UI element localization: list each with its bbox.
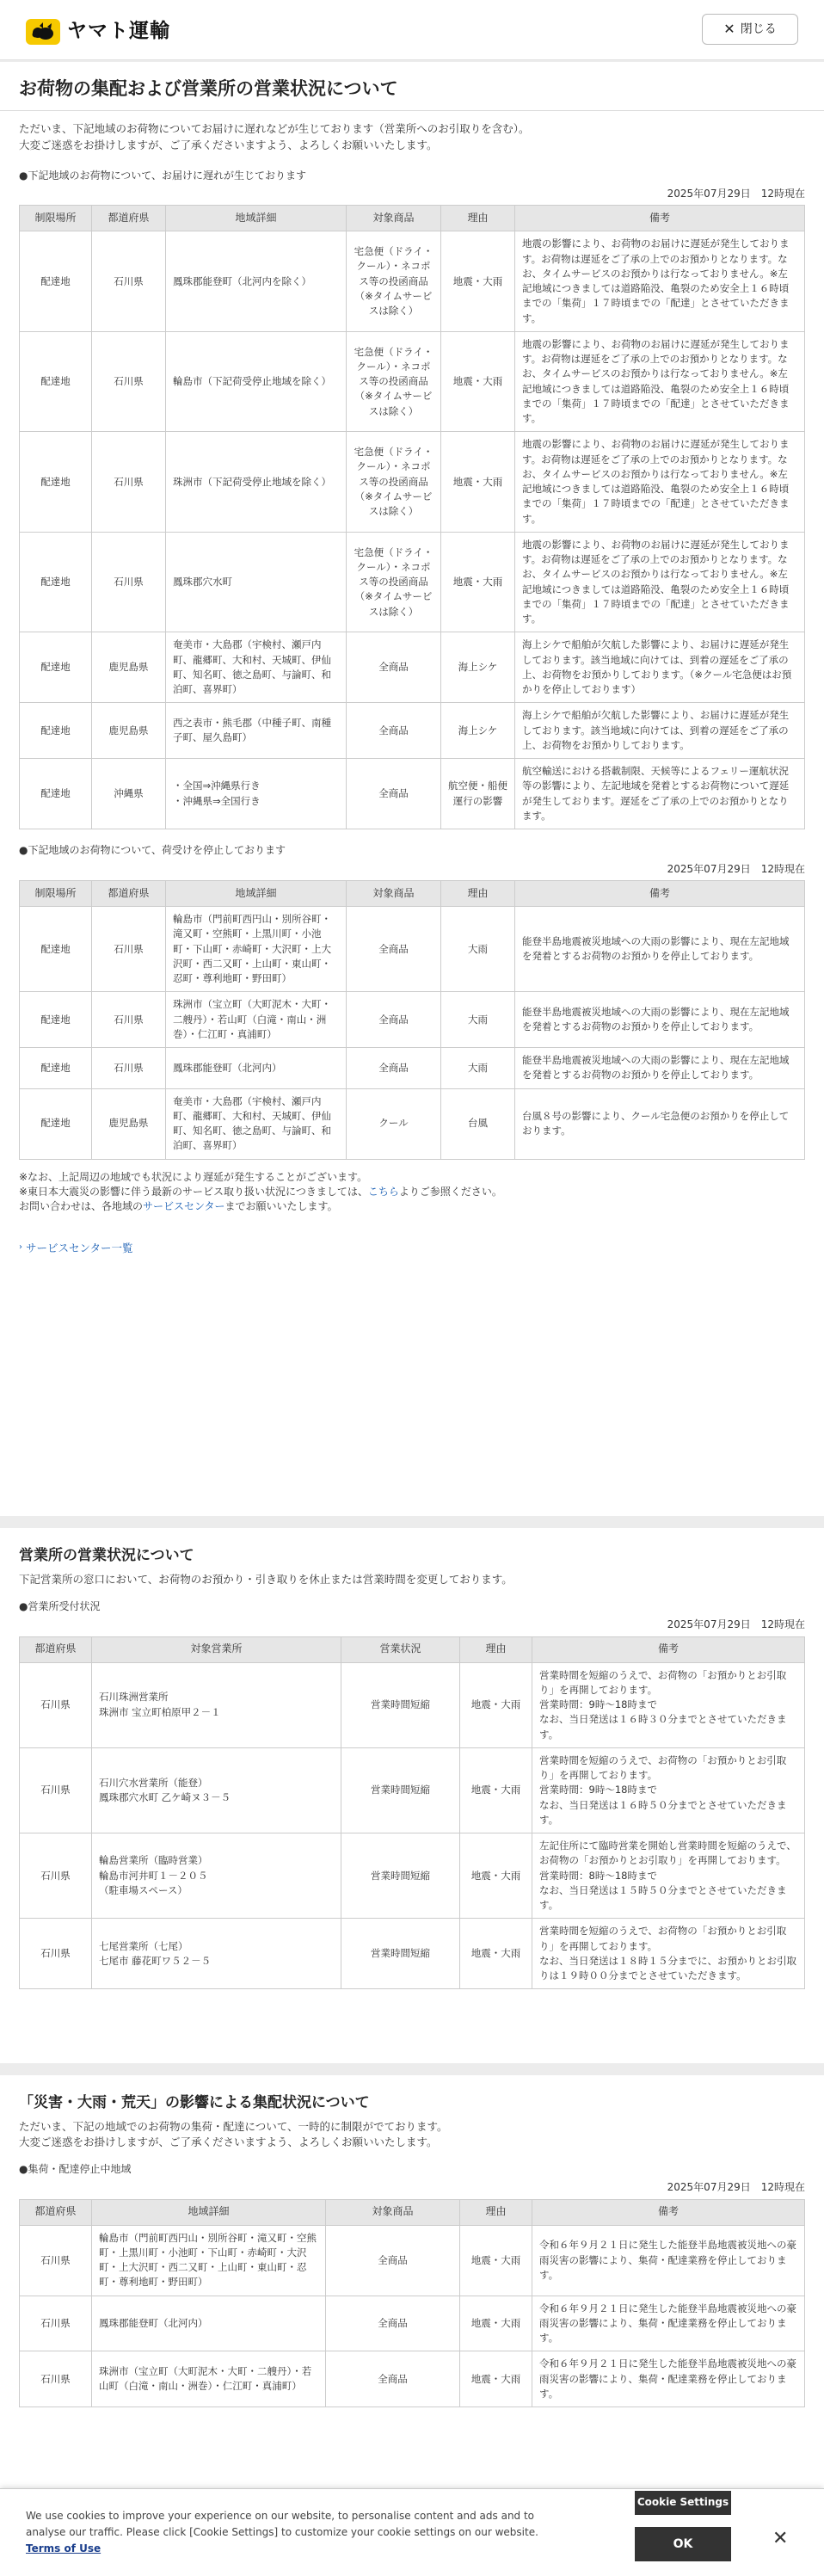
table-cell: 令和６年９月２１日に発生した能登半島地震被災地への豪雨災害の影響により、集荷・配達業務を停止しております。 (532, 2351, 805, 2407)
cookie-message: We use cookies to improve your experience on our website, to personalise content and ads and to analyse our traffic. Please click [Cookie Settings] to customize your cookie settings on our website. (26, 2510, 538, 2539)
table-cell: 配達地 (20, 1088, 92, 1159)
table-cell: 地震・大雨 (460, 2225, 532, 2296)
table-cell: 石川県 (92, 532, 166, 632)
tohoku-info-link[interactable]: こちら (367, 1185, 399, 1198)
table-cell: 地震・大雨 (460, 1919, 532, 1989)
table-cell: 輪島市（門前町西円山・別所谷町・滝又町・空熊町・上黒川町・小池町・下山町・赤崎町・大沢町・上大沢町・西二又町・上山町・東山町・忍町・尊利地町・野田町） (166, 907, 347, 992)
table-cell: 石川県 (20, 2225, 92, 2296)
table-cell: 配達地 (20, 907, 92, 992)
table-cell: 全商品 (347, 703, 441, 759)
table-cell: 珠洲市（下記荷受停止地域を除く） (166, 432, 347, 533)
table-cell: 地震の影響により、お荷物のお届けに遅延が発生しております。お荷物は遅延をご了承の上でのお預かりとなります。なお、タイムサービスのお預かりは行なっておりません。※左記地域につきましては道路陥没、亀裂のため安全上１６時頃までの「集荷」１７時頃までの「配達」とさせていただきます。 (515, 432, 805, 533)
table-cell: 奄美市・大島郡（宇検村、瀬戸内町、龍郷町、大和村、天城町、伊仙町、知名町、徳之島町、与論町、和泊町、喜界町） (166, 1088, 347, 1159)
table-cell: 鳳珠郡能登町（北河内） (166, 1048, 347, 1089)
table-cell: 地震・大雨 (460, 1833, 532, 1919)
table-cell: 配達地 (20, 432, 92, 533)
table-cell: 石川県 (20, 1833, 92, 1919)
table-cell: 宅急便（ドライ・クール）・ネコポス等の投函商品（※タイムサービスは除く） (347, 532, 441, 632)
table-cell: 石川県 (20, 1919, 92, 1989)
table-cell: 能登半島地震被災地域への大雨の影響により、現在左記地域を発着とするお荷物のお預かりを停止しております。 (515, 992, 805, 1048)
table-cell: 石川県 (20, 2296, 92, 2351)
table-cell: 輪島市（下記荷受停止地域を除く） (166, 331, 347, 432)
table-row (20, 2296, 805, 2351)
table-row (20, 331, 805, 432)
delay-table (19, 205, 805, 829)
table-cell: 航空輸送における搭載制限、天候等によるフェリー運航状況等の影響により、左記地域を発着とするお荷物について遅延が発生しております。遅延をご了承の上でのお預かりとなります。 (515, 759, 805, 829)
table-cell: 宅急便（ドライ・クール）・ネコポス等の投函商品（※タイムサービスは除く） (347, 231, 441, 332)
table-cell: 配達地 (20, 703, 92, 759)
note-line-2 (19, 1185, 805, 1199)
kuroneko-cat-icon (26, 19, 60, 45)
table-cell: 営業時間を短縮のうえで、お荷物の「お預かりとお引取り」を再開しております。 営業時間：9時～18時まで なお、当日発送は１６時５０分までとさせていただきます。 (532, 1747, 805, 1833)
table-cell: 地震・大雨 (441, 231, 515, 332)
table-cell: 配達地 (20, 992, 92, 1048)
table-cell: 営業時間短縮 (341, 1919, 460, 1989)
terms-of-use-link[interactable]: Terms of Use (26, 2542, 101, 2555)
logo-text: ヤマト運輸 (67, 20, 170, 42)
table-cell: 奄美市・大島郡（宇検村、瀬戸内町、龍郷町、大和村、天城町、伊仙町、知名町、徳之島町、与論町、和泊町、喜界町） (166, 632, 347, 703)
table-row (20, 703, 805, 759)
table-cell: 七尾営業所（七尾） 七尾市 藤花町ワ５２－５ (92, 1919, 341, 1989)
table-cell: 地震・大雨 (460, 2296, 532, 2351)
table-cell: 全商品 (347, 907, 441, 992)
table-row (20, 231, 805, 332)
column-header: 備考 (515, 881, 805, 907)
table-cell: 営業時間を短縮のうえで、お荷物の「お預かりとお引取り」を再開しております。 営業時間：9時～18時まで なお、当日発送は１６時３０分までとさせていただきます。 (532, 1662, 805, 1747)
service-center-list-label: サービスセンター一覧 (26, 1241, 133, 1254)
table-cell: 鳳珠郡穴水町 (166, 532, 347, 632)
table-cell: 台風８号の影響により、クール宅急便のお預かりを停止しております。 (515, 1088, 805, 1159)
page-title: お荷物の集配および営業所の営業状況について (19, 78, 398, 99)
cookie-text (26, 2508, 542, 2558)
table-row (20, 432, 805, 533)
column-header: 地域詳細 (92, 2199, 326, 2225)
table-cell: 石川県 (20, 2351, 92, 2407)
table-cell: 配達地 (20, 532, 92, 632)
column-header: 制限場所 (20, 881, 92, 907)
table-cell: 海上シケ (441, 703, 515, 759)
table-row (20, 1088, 805, 1159)
column-header: 理由 (441, 206, 515, 231)
table-cell: 沖縄県 (92, 759, 166, 829)
disaster-subtitle: ●集荷・配達停止中地域 (19, 2162, 132, 2175)
office-subtitle: ●営業所受付状況 (19, 1599, 101, 1612)
intro-line-2: 大変ご迷惑をお掛けしますが、ご了承くださいますよう、よろしくお願いいたします。 (19, 138, 438, 151)
main-content (0, 62, 824, 1516)
table-cell: 輪島市（門前町西円山・別所谷町・滝又町・空熊町・上黒川町・小池町・下山町・赤崎町・大沢町・上大沢町・西二又町・上山町・東山町・忍町・尊利地町・野田町） (92, 2225, 326, 2296)
column-header: 理由 (460, 2199, 532, 2225)
table-cell: 地震の影響により、お荷物のお届けに遅延が発生しております。お荷物は遅延をご了承の上でのお預かりとなります。なお、タイムサービスのお預かりは行なっておりません。※左記地域につきましては道路陥没、亀裂のため安全上１６時頃までの「集荷」１７時頃までの「配達」とさせていただきます。 (515, 331, 805, 432)
column-header: 備考 (532, 1636, 805, 1662)
table-row (20, 2225, 805, 2296)
office-section-title: 営業所の営業状況について (19, 1547, 194, 1564)
cookie-close-icon[interactable]: ✕ (772, 2528, 789, 2549)
table-cell: 地震・大雨 (460, 1662, 532, 1747)
table-cell: 全商品 (347, 992, 441, 1048)
table-cell: 西之表市・熊毛郡（中種子町、南種子町、屋久島町） (166, 703, 347, 759)
notes-block (19, 1170, 805, 1215)
table-cell: 輪島営業所（臨時営業） 輪島市河井町１－２０５ （駐車場スペース） (92, 1833, 341, 1919)
table-cell: ・全国⇒沖縄県行き ・沖縄県⇒全国行き (166, 759, 347, 829)
table-cell: 航空便・船便運行の影響 (441, 759, 515, 829)
cookie-banner (0, 2488, 824, 2576)
table-cell: 宅急便（ドライ・クール）・ネコポス等の投函商品（※タイムサービスは除く） (347, 331, 441, 432)
table-cell: 令和６年９月２１日に発生した能登半島地震被災地への豪雨災害の影響により、集荷・配達業務を停止しております。 (532, 2225, 805, 2296)
disaster-section (0, 2075, 824, 2488)
table-cell: 石川県 (92, 992, 166, 1048)
table-cell: 左記住所にて臨時営業を開始し営業時間を短縮のうえで、お荷物の「お預かりとお引取り」を再開しております。 営業時間：8時～18時まで なお、当日発送は１５時５０分までとさせていただきます。 (532, 1833, 805, 1919)
table-cell: 台風 (441, 1088, 515, 1159)
note-line-3 (19, 1199, 805, 1214)
table-row (20, 907, 805, 992)
table-cell: 石川県 (92, 231, 166, 332)
table-cell: 能登半島地震被災地域への大雨の影響により、現在左記地域を発着とするお荷物のお預かりを停止しております。 (515, 907, 805, 992)
table-cell: 令和６年９月２１日に発生した能登半島地震被災地への豪雨災害の影響により、集荷・配達業務を停止しております。 (532, 2296, 805, 2351)
column-header: 備考 (532, 2199, 805, 2225)
note-line-1: ※なお、上記周辺の地域でも状況により遅延が発生することがございます。 (19, 1170, 368, 1183)
table-cell: 地震・大雨 (441, 331, 515, 432)
table-cell: 全商品 (347, 1048, 441, 1089)
column-header: 地域詳細 (166, 206, 347, 231)
table-row (20, 1919, 805, 1989)
close-icon: ✕ (723, 21, 735, 38)
title-divider (0, 110, 824, 111)
table-cell: 営業時間短縮 (341, 1662, 460, 1747)
table-cell: 営業時間短縮 (341, 1833, 460, 1919)
table-cell: 石川県 (20, 1662, 92, 1747)
column-header: 都道府県 (20, 2199, 92, 2225)
note-line-3-text: お問い合わせは、各地域の (19, 1200, 144, 1213)
note-line-3-tail: までお願いいたします。 (224, 1200, 338, 1213)
stop-date: 2025年07月29日 12時現在 (667, 862, 805, 875)
stop-table (19, 880, 805, 1160)
cookie-ok-button[interactable]: OK (635, 2527, 731, 2561)
table-cell: 全商品 (326, 2351, 460, 2407)
table-cell: クール (347, 1088, 441, 1159)
table-cell: 地震・大雨 (460, 1747, 532, 1833)
table-row (20, 632, 805, 703)
table-cell: 地震・大雨 (460, 2351, 532, 2407)
column-header: 対象商品 (347, 881, 441, 907)
table-cell: 地震の影響により、お荷物のお届けに遅延が発生しております。お荷物は遅延をご了承の上でのお預かりとなります。なお、タイムサービスのお預かりは行なっておりません。※左記地域につきましては道路陥没、亀裂のため安全上１６時頃までの「集荷」１７時頃までの「配達」とさせていただきます。 (515, 532, 805, 632)
table-cell: 地震の影響により、お荷物のお届けに遅延が発生しております。お荷物は遅延をご了承の上でのお預かりとなります。なお、タイムサービスのお預かりは行なっておりません。※左記地域につきましては道路陥没、亀裂のため安全上１６時頃までの「集荷」１７時頃までの「配達」とさせていただきます。 (515, 231, 805, 332)
column-header: 対象商品 (326, 2199, 460, 2225)
table-cell: 全商品 (326, 2296, 460, 2351)
table-cell: 宅急便（ドライ・クール）・ネコポス等の投函商品（※タイムサービスは除く） (347, 432, 441, 533)
table-cell: 石川県 (92, 331, 166, 432)
office-table (19, 1636, 805, 1990)
intro-line-1: ただいま、下記地域のお荷物についてお届けに遅れなどが生じております（営業所へのお引取りを含む）。 (19, 122, 530, 136)
table-cell: 能登半島地震被災地域への大雨の影響により、現在左記地域を発着とするお荷物のお預かりを停止しております。 (515, 1048, 805, 1089)
table-cell: 大雨 (441, 992, 515, 1048)
table-cell: 全商品 (347, 759, 441, 829)
chevron-right-icon: › (19, 1242, 22, 1253)
disaster-intro-line-1: ただいま、下記の地域でのお荷物の集荷・配達について、一時的に制限がでております。 (19, 2119, 448, 2133)
table-cell: 配達地 (20, 331, 92, 432)
stop-subtitle: ●下記地域のお荷物について、荷受けを停止しております (19, 844, 286, 857)
table-cell: 配達地 (20, 231, 92, 332)
table-cell: 鹿児島県 (92, 632, 166, 703)
table-row (20, 992, 805, 1048)
note-line-2-text: ※東日本大震災の影響に伴う最新のサービス取り扱い状況につきましては、 (19, 1185, 368, 1198)
column-header: 理由 (460, 1636, 532, 1662)
column-header: 都道府県 (92, 206, 166, 231)
table-cell: 珠洲市（宝立町（大町泥木・大町・二艘丹）・若山町（白滝・南山・洲巻）・仁江町・真浦町） (166, 992, 347, 1048)
note-line-2-tail: よりご参照ください。 (398, 1185, 502, 1198)
table-cell: 石川穴水営業所（能登） 鳳珠郡穴水町 乙ケ崎ヌ３－５ (92, 1747, 341, 1833)
table-cell: 大雨 (441, 907, 515, 992)
service-center-list-link[interactable] (19, 1241, 805, 1256)
office-intro: 下記営業所の窓口において、お荷物のお預かり・引き取りを休止または営業時間を変更しております。 (19, 1572, 513, 1586)
table-row (20, 532, 805, 632)
column-header: 都道府県 (20, 1636, 92, 1662)
table-row (20, 2351, 805, 2407)
table-cell: 営業時間を短縮のうえで、お荷物の「お預かりとお引取り」を再開しております。 なお、当日発送は１８時１５分までに、お預かりとお引取りは１９時００分までとさせていただきます。 (532, 1919, 805, 1989)
column-header: 都道府県 (92, 881, 166, 907)
table-cell: 海上シケで船舶が欠航した影響により、お届けに遅延が発生しております。該当地域に向けては、到着の遅延をご了承の上、お荷物をお預かりしております。（※クール宅急便はお預かりを停止しております） (515, 632, 805, 703)
table-row (20, 1662, 805, 1747)
table-cell: 地震・大雨 (441, 532, 515, 632)
delay-subtitle: ●下記地域のお荷物について、お届けに遅れが生じております (19, 169, 306, 182)
close-button-label: 閉じる (740, 22, 777, 36)
disaster-date: 2025年07月29日 12時現在 (667, 2181, 805, 2194)
table-row (20, 1747, 805, 1833)
column-header: 備考 (515, 206, 805, 231)
table-cell: 営業時間短縮 (341, 1747, 460, 1833)
table-cell: 鹿児島県 (92, 1088, 166, 1159)
table-cell: 配達地 (20, 632, 92, 703)
table-row (20, 1833, 805, 1919)
table-cell: 全商品 (347, 632, 441, 703)
table-cell: 鳳珠郡能登町（北河内を除く） (166, 231, 347, 332)
office-section (0, 1528, 824, 2063)
column-header: 地域詳細 (166, 881, 347, 907)
disaster-intro-line-2: 大変ご迷惑をお掛けしますが、ご了承くださいますよう、よろしくお願いいたします。 (19, 2135, 438, 2148)
delay-date: 2025年07月29日 12時現在 (667, 188, 805, 200)
table-cell: 配達地 (20, 759, 92, 829)
table-cell: 配達地 (20, 1048, 92, 1089)
yamato-logo[interactable] (26, 17, 170, 46)
table-cell: 鹿児島県 (92, 703, 166, 759)
close-button[interactable] (702, 14, 798, 45)
service-center-inline-link[interactable]: サービスセンター (143, 1200, 225, 1213)
disaster-section-title: 「災害・大雨・荒天」の影響による集配状況について (19, 2094, 370, 2111)
column-header: 制限場所 (20, 206, 92, 231)
table-cell: 地震・大雨 (441, 432, 515, 533)
column-header: 対象商品 (347, 206, 441, 231)
table-row (20, 759, 805, 829)
table-cell: 海上シケで船舶が欠航した影響により、お届けに遅延が発生しております。該当地域に向けては、到着の遅延をご了承の上、お荷物をお預かりしております。 (515, 703, 805, 759)
table-cell: 石川県 (92, 1048, 166, 1089)
table-cell: 石川珠洲営業所 珠洲市 宝立町柏原甲２－１ (92, 1662, 341, 1747)
column-header: 対象営業所 (92, 1636, 341, 1662)
column-header: 営業状況 (341, 1636, 460, 1662)
table-cell: 鳳珠郡能登町（北河内） (92, 2296, 326, 2351)
table-cell: 珠洲市（宝立町（大町泥木・大町・二艘丹）・若山町（白滝・南山・洲巻）・仁江町・真浦町） (92, 2351, 326, 2407)
office-date: 2025年07月29日 12時現在 (667, 1618, 805, 1631)
table-cell: 海上シケ (441, 632, 515, 703)
cookie-settings-button[interactable]: Cookie Settings (635, 2491, 731, 2515)
table-row (20, 1048, 805, 1089)
table-cell: 石川県 (20, 1747, 92, 1833)
column-header: 理由 (441, 881, 515, 907)
table-cell: 大雨 (441, 1048, 515, 1089)
site-header (0, 0, 824, 60)
table-cell: 全商品 (326, 2225, 460, 2296)
table-cell: 石川県 (92, 432, 166, 533)
table-cell: 石川県 (92, 907, 166, 992)
disaster-table (19, 2199, 805, 2408)
